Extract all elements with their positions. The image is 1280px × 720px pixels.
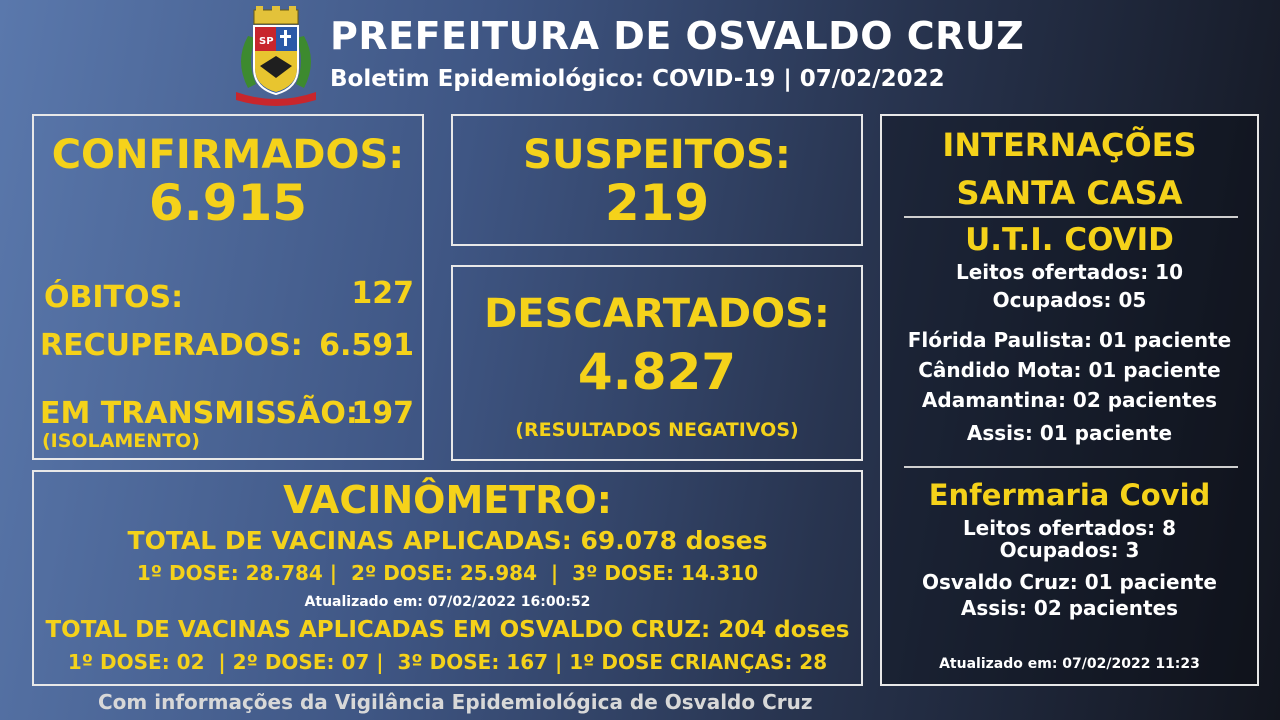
uti-patient: Cândido Mota: 01 paciente [918,358,1221,382]
confirmados-label: CONFIRMADOS: [51,132,405,178]
uti-patient: Assis: 01 paciente [966,421,1173,445]
suspeitos-value: 219 [604,174,710,232]
vacinometro-doses: 1º DOSE: 28.784 | 2º DOSE: 25.984 | 3º DOSE: 14.310 [136,561,759,585]
vacinometro-title: VACINÔMETRO: [283,478,612,522]
descartados-note: (RESULTADOS NEGATIVOS) [515,419,799,441]
uti-ocupados: Ocupados: 05 [992,288,1147,312]
enfermaria-patient: Assis: 02 pacientes [960,596,1179,620]
divider [904,216,1238,218]
descartados-label: DESCARTADOS: [484,291,830,337]
divider [904,466,1238,468]
obitos-label: ÓBITOS: [44,280,184,315]
uti-patient: Adamantina: 02 pacientes [921,388,1218,412]
descartados-panel [451,265,863,461]
vacinometro-total-local: TOTAL DE VACINAS APLICADAS EM OSVALDO CRUZ: 204 doses [45,617,850,643]
obitos-value: 127 [351,276,414,311]
suspeitos-label: SUSPEITOS: [523,132,791,178]
uti-title: U.T.I. COVID [965,222,1174,258]
vacinometro-panel [32,470,863,686]
descartados-value: 4.827 [577,343,737,401]
internacoes-updated: Atualizado em: 07/02/2022 11:23 [939,656,1200,672]
uti-leitos: Leitos ofertados: 10 [955,260,1183,284]
internacoes-title-line2: SANTA CASA [956,174,1183,212]
vacinometro-updated: Atualizado em: 07/02/2022 16:00:52 [304,594,591,610]
confirmados-value: 6.915 [148,174,308,232]
transmissao-label: EM TRANSMISSÃO: [40,396,358,431]
suspeitos-panel [451,114,863,246]
city-coat-of-arms-icon [230,6,322,106]
recuperados-label: RECUPERADOS: [40,328,303,363]
internacoes-panel [880,114,1259,686]
footer-source: Com informações da Vigilância Epidemiológica de Osvaldo Cruz [98,690,813,714]
crest-text: SP [259,36,274,47]
vacinometro-doses-local: 1º DOSE: 02 | 2º DOSE: 07 | 3º DOSE: 167 | 1º DOSE CRIANÇAS: 28 [67,650,828,674]
enfermaria-title: Enfermaria Covid [928,478,1211,512]
enfermaria-ocupados: Ocupados: 3 [999,538,1140,562]
internacoes-title-line1: INTERNAÇÕES [942,126,1197,164]
enfermaria-leitos: Leitos ofertados: 8 [962,516,1177,540]
recuperados-value: 6.591 [319,328,414,363]
isolamento-label: (ISOLAMENTO) [42,430,200,452]
page-title: PREFEITURA DE OSVALDO CRUZ [330,14,1025,58]
enfermaria-patient: Osvaldo Cruz: 01 paciente [922,570,1217,594]
transmissao-value: 197 [351,396,414,431]
uti-patient: Flórida Paulista: 01 paciente [907,328,1232,352]
page-subtitle: Boletim Epidemiológico: COVID-19 | 07/02/2022 [330,66,945,92]
confirmados-panel [32,114,424,460]
vacinometro-total: TOTAL DE VACINAS APLICADAS: 69.078 doses [127,526,768,555]
